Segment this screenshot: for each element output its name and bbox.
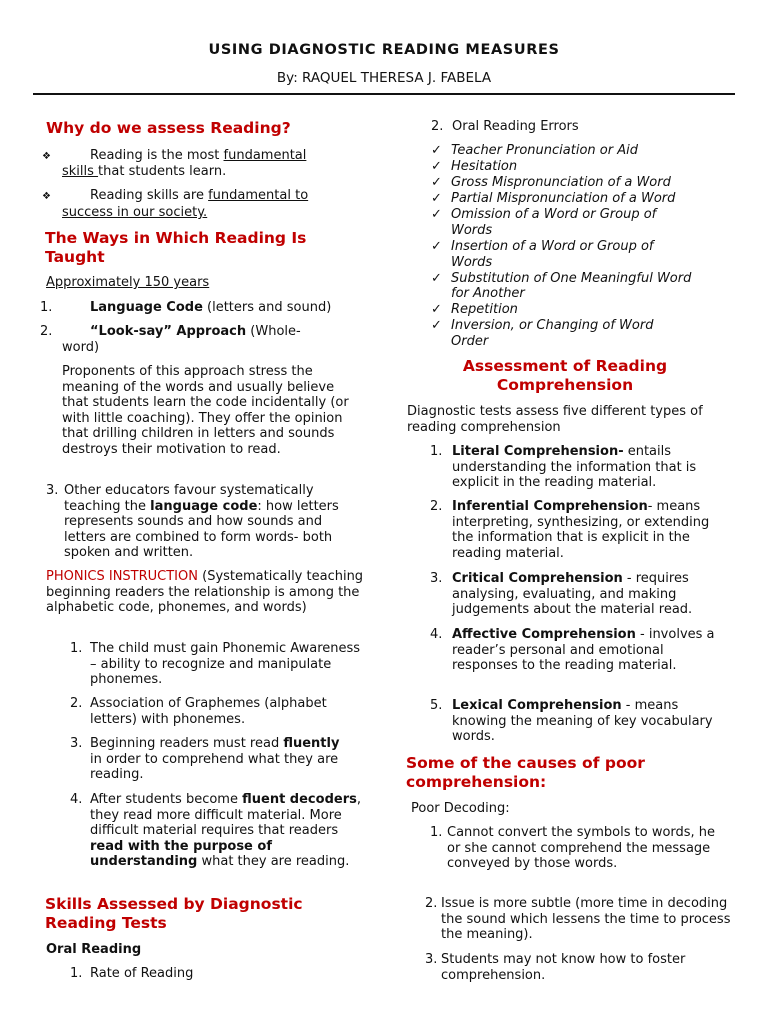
bullet-2-line1: Reading skills are fundamental to	[90, 188, 309, 203]
phonics-item-1: The child must gain Phonemic Awareness – ability to recognize and manipulate phonemes.	[90, 641, 361, 687]
checkmark-icon: ✓	[431, 318, 442, 334]
checkmark-icon: ✓	[431, 302, 442, 318]
ways-item-2-cont: word)	[62, 340, 100, 355]
item-number: 5.	[430, 698, 443, 713]
comprehension-item-1: Literal Comprehension- entails understanding the information that is explicit in the reading material.	[452, 444, 697, 490]
item-number: 2.	[70, 696, 83, 711]
proponents-paragraph: Proponents of this approach stress the meaning of the words and usually believe that students learn the code incidentally (or with little coaching). They offer the opinion that drilling children in letters and sounds destroys their motivation to read.	[62, 364, 349, 457]
oral-error-item: Substitution of One Meaningful Word	[451, 270, 692, 286]
bullet-icon: ❖	[42, 151, 51, 162]
oral-error-item: Inversion, or Changing of Word	[451, 318, 654, 334]
comprehension-item-5: Lexical Comprehension - means knowing the meaning of key vocabulary words.	[452, 698, 713, 744]
ways-item-3: Other educators favour systematically teaching the language code: how letters represents sounds and how sounds and letters are combined to form words- both spoken and written.	[64, 483, 339, 560]
oral-error-item: for Another	[451, 286, 525, 302]
heading-poor-comprehension: Some of the causes of poor comprehension:	[406, 754, 645, 791]
checkmark-icon: ✓	[431, 159, 442, 175]
oral-error-item: Omission of a Word or Group of	[451, 207, 657, 223]
oral-error-item: Order	[451, 333, 489, 349]
bullet-1-line2: skills that students learn.	[62, 164, 227, 179]
item-number: 1.	[430, 444, 443, 459]
item-number: 2.	[431, 119, 444, 134]
checkmark-icon: ✓	[431, 239, 442, 254]
checkmark-icon: ✓	[431, 175, 442, 191]
item-number: 1.	[430, 825, 443, 840]
phonics-item-4: After students become fluent decoders, they read more difficult material. More difficult material requires that readers read with the purpose of understanding what they are reading.	[90, 792, 361, 869]
bullet-2-line2: success in our society.	[62, 205, 208, 220]
checkmark-icon: ✓	[431, 207, 442, 223]
item-number: 3.	[430, 571, 443, 586]
item-number: 2.	[430, 499, 443, 514]
item-number: 4.	[70, 792, 83, 807]
oral-error-item: Words	[451, 254, 493, 270]
phonics-item-3: Beginning readers must read fluently in order to comprehend what they are reading.	[90, 736, 340, 782]
checkmark-icon: ✓	[431, 191, 442, 207]
checkmark-icon: ✓	[431, 143, 442, 158]
item-number: 1.	[70, 966, 83, 981]
bullet-icon: ❖	[42, 191, 51, 202]
comprehension-item-3: Critical Comprehension - requires analysing, evaluating, and making judgements about the material read.	[452, 571, 693, 617]
oral-error-item: Teacher Pronunciation or Aid	[451, 143, 638, 158]
oral-error-item: Hesitation	[451, 159, 518, 175]
item-number: 1.	[70, 641, 83, 656]
heading-why-assess: Why do we assess Reading?	[46, 119, 291, 137]
decoding-item-1: Cannot convert the symbols to words, he or she cannot comprehend the message conveyed by those words.	[447, 825, 716, 871]
oral-errors-title: Oral Reading Errors	[452, 119, 579, 134]
item-number: 3.	[425, 952, 438, 967]
phonics-item-2: Association of Graphemes (alphabet letters) with phonemes.	[90, 696, 327, 727]
bullet-1-line1: Reading is the most fundamental	[90, 148, 307, 163]
phonics-paragraph: PHONICS INSTRUCTION (Systematically teaching beginning readers the relationship is among the alphabetic code, phonemes, and words)	[46, 569, 364, 615]
item-number: 3.	[46, 483, 59, 498]
heading-ways-taught: The Ways in Which Reading Is Taught	[45, 229, 307, 266]
document-title: USING DIAGNOSTIC READING MEASURES	[208, 42, 560, 58]
heading-assessment-comprehension: Assessment of Reading Comprehension	[462, 357, 668, 394]
comprehension-item-2: Inferential Comprehension- means interpreting, synthesizing, or extending the information that is explicit in the reading material.	[452, 499, 710, 561]
skills-item-1: Rate of Reading	[90, 966, 194, 981]
oral-reading-label: Oral Reading	[46, 942, 142, 957]
header-rule	[33, 93, 735, 95]
approx-years: Approximately 150 years	[46, 275, 210, 290]
item-number: 3.	[70, 736, 83, 751]
poor-decoding-label: Poor Decoding:	[411, 801, 510, 816]
comprehension-intro: Diagnostic tests assess five different types of reading comprehension	[407, 404, 703, 435]
author-byline: By: RAQUEL THERESA J. FABELA	[276, 70, 492, 86]
oral-error-item: Words	[451, 222, 493, 238]
ways-item-2: “Look-say” Approach (Whole-	[90, 324, 301, 339]
checkmark-icon: ✓	[431, 270, 442, 286]
oral-error-item: Partial Mispronunciation of a Word	[451, 191, 676, 207]
item-number: 1.	[40, 300, 53, 315]
oral-error-item: Insertion of a Word or Group of	[451, 239, 654, 254]
comprehension-item-4: Affective Comprehension - involves a reader’s personal and emotional responses to the reading material.	[452, 627, 715, 673]
ways-item-1: Language Code (letters and sound)	[90, 300, 332, 315]
decoding-item-3: Students may not know how to foster comprehension.	[441, 952, 686, 983]
oral-error-item: Gross Mispronunciation of a Word	[451, 175, 671, 191]
item-number: 2.	[425, 896, 438, 911]
oral-error-item: Repetition	[451, 302, 518, 318]
item-number: 4.	[430, 627, 443, 642]
decoding-item-2: Issue is more subtle (more time in decoding the sound which lessens the time to process the meaning).	[441, 896, 731, 942]
heading-skills-assessed: Skills Assessed by Diagnostic Reading Tests	[45, 895, 303, 932]
item-number: 2.	[40, 324, 53, 339]
